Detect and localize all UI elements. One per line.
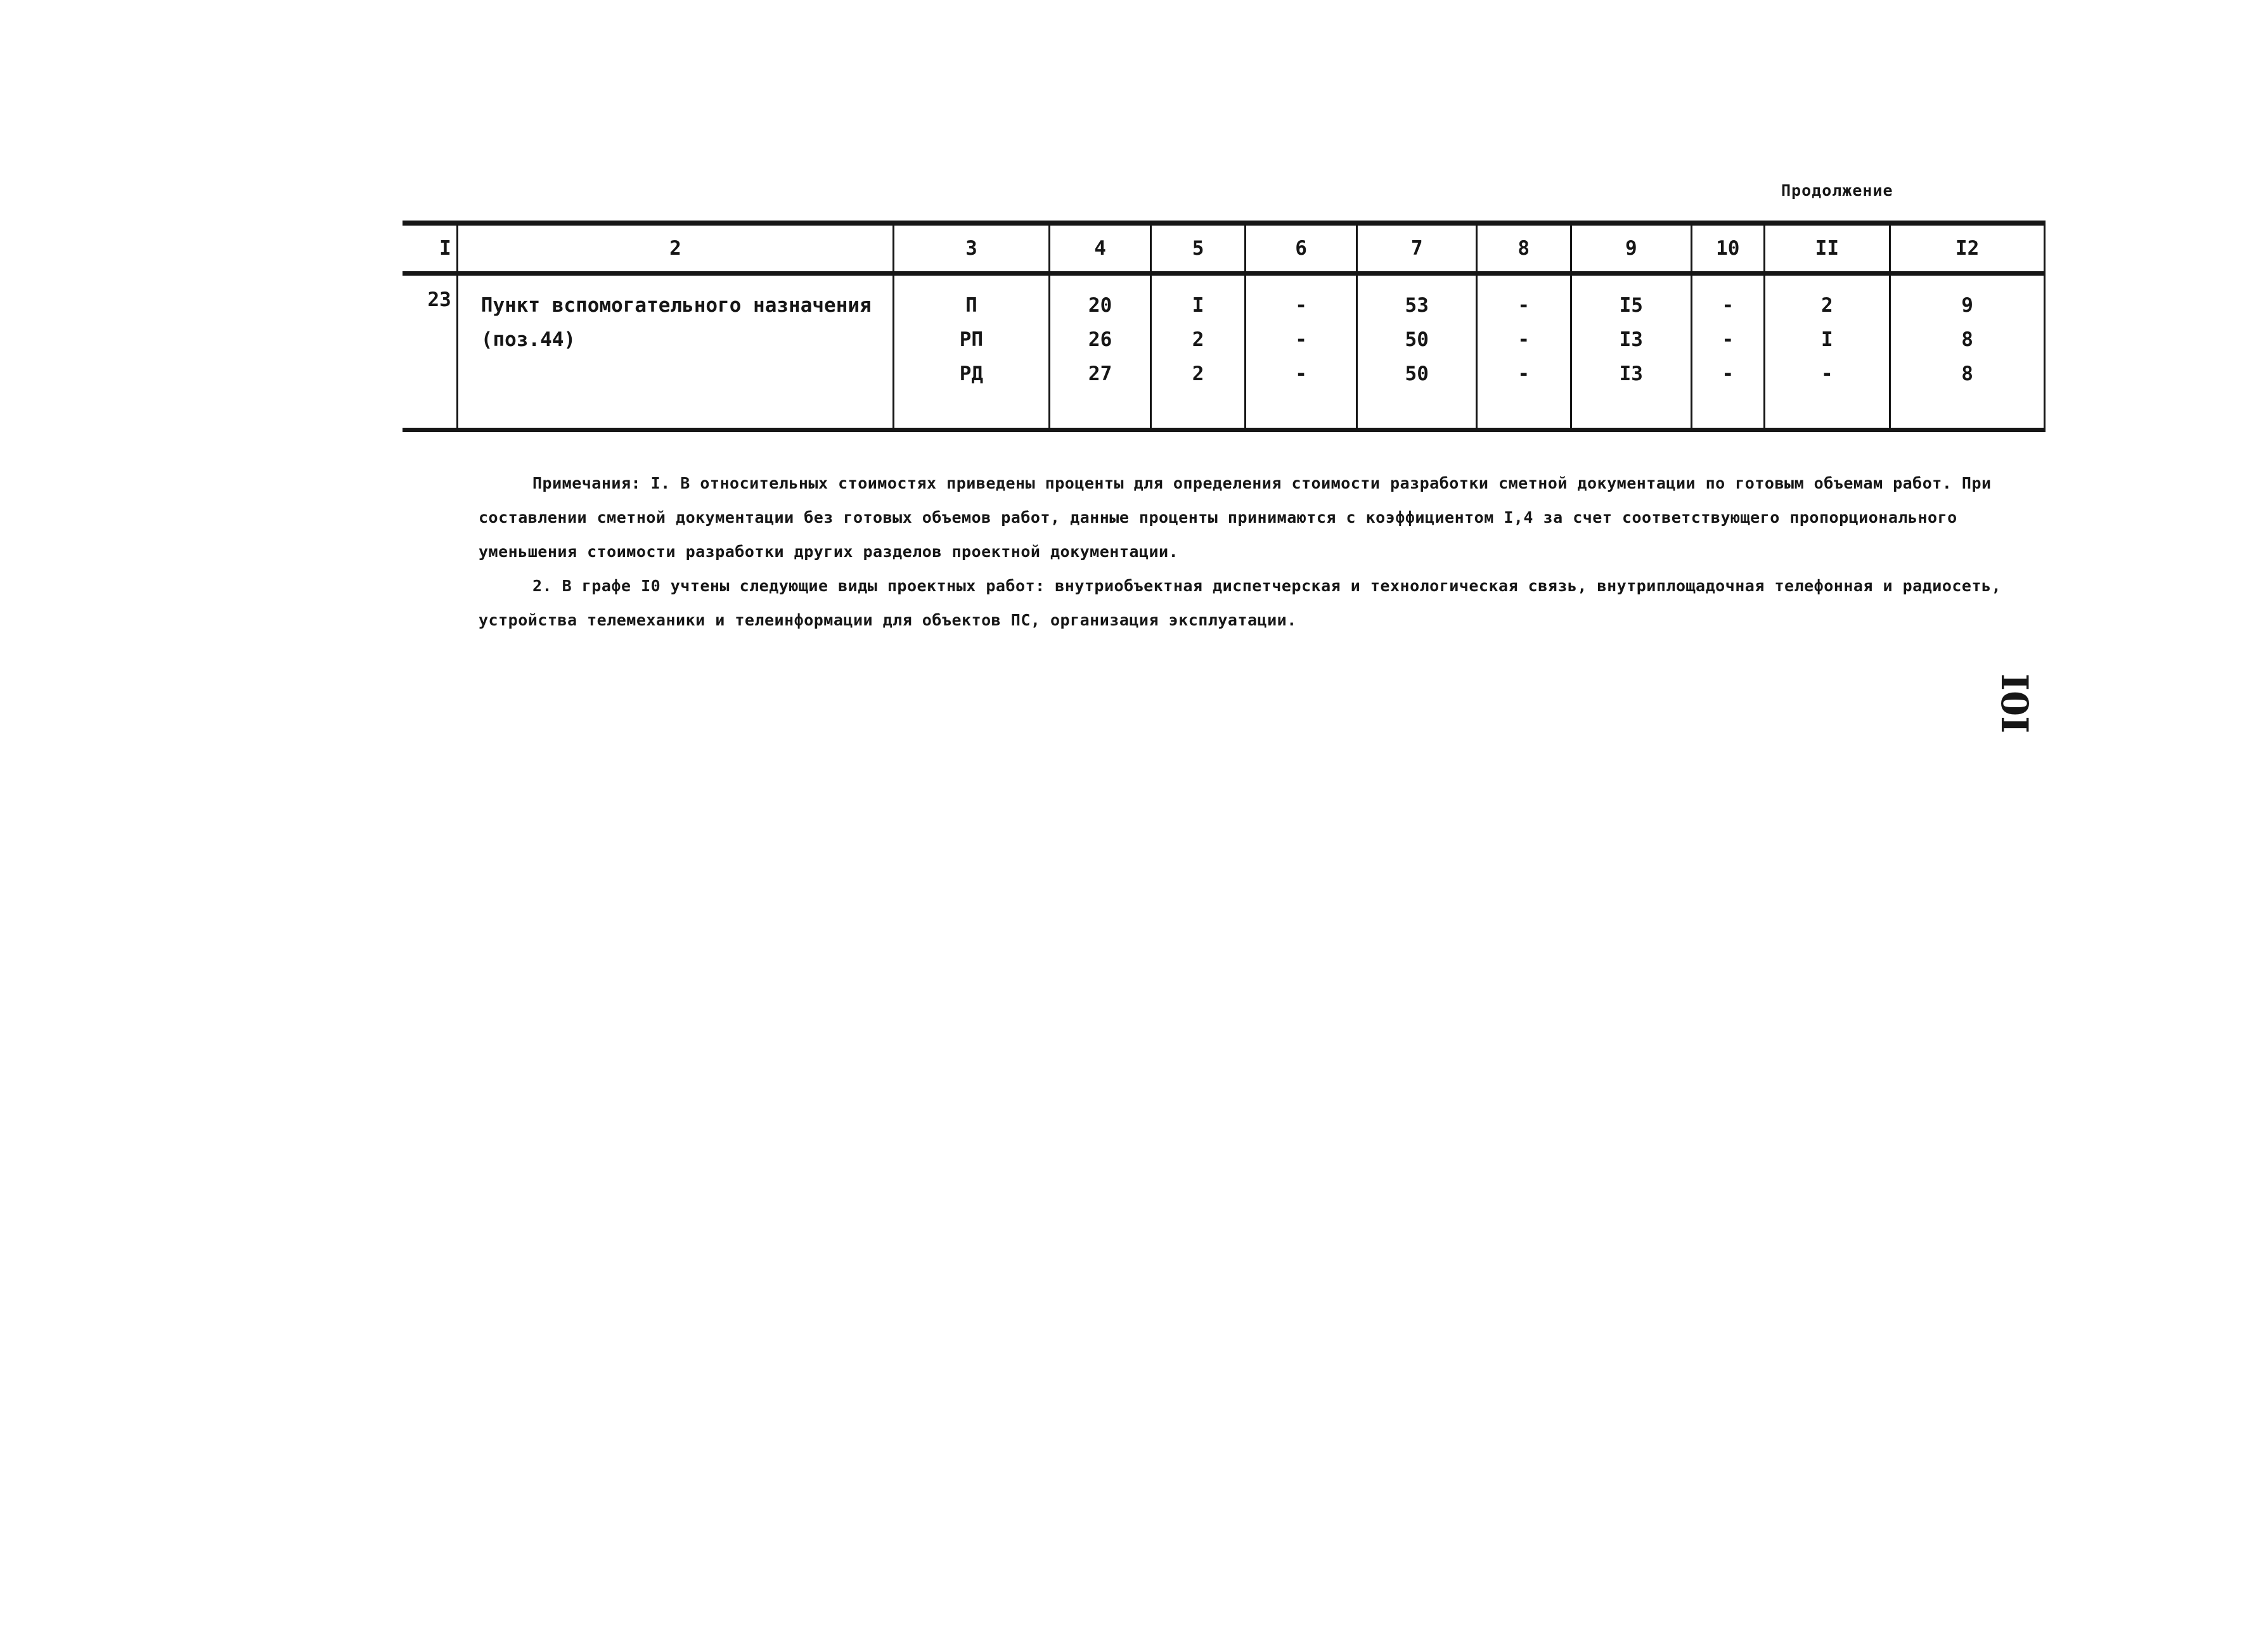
col-header-9: 9: [1571, 223, 1692, 274]
col12-value: 8: [1961, 328, 1973, 351]
col4-cell: [1049, 274, 1151, 430]
col5-value: 2: [1192, 328, 1204, 351]
col7-value: 50: [1405, 328, 1429, 351]
page-number: I0I: [1993, 673, 2036, 734]
col5-value: I: [1192, 294, 1204, 317]
cost-table: [403, 221, 2046, 420]
col9-value: I3: [1619, 328, 1643, 351]
notes-block: [479, 466, 2013, 637]
col10-value: -: [1722, 362, 1734, 385]
note-2: 2. В графе I0 учтены следующие виды проектных работ: внутриобъектная диспетчерская и технологическая связь, внутриплощадочная телефонная и радиосеть, устройства телемеханики и телеинформации для объектов ПС, организация эксплуатации.: [479, 577, 2002, 629]
col7-value: 53: [1405, 294, 1429, 317]
cost-table-grid: [403, 221, 2046, 432]
col-header-2: 2: [457, 223, 893, 274]
col-header-11: II: [1764, 223, 1890, 274]
col8-cell: [1477, 274, 1571, 430]
col-header-8: 8: [1477, 223, 1571, 274]
col10-value: -: [1722, 328, 1734, 351]
table-row: [403, 274, 2045, 430]
row-number: 23: [403, 274, 457, 430]
col9-value: I3: [1619, 362, 1643, 385]
col5-value: 2: [1192, 362, 1204, 385]
col10-value: -: [1722, 294, 1734, 317]
col7-cell: [1357, 274, 1477, 430]
col11-value: -: [1820, 362, 1833, 385]
row-name-line-2: (поз.44): [480, 328, 576, 351]
col10-cell: [1692, 274, 1764, 430]
col6-value: -: [1295, 362, 1307, 385]
col12-value: 9: [1961, 294, 1973, 317]
note-1: Примечания: I. В относительных стоимостях приведены проценты для определения стоимости разработки сметной документации по готовым объемам работ. При составлении сметной документации без готовых объемов работ, данные проценты принимаются с коэффициентом I,4 за счет соответствующего пропорционального уменьшения стоимости разработки других разделов проектной документации.: [479, 474, 1992, 561]
row-name-line-1: Пункт вспомогательного назначения: [480, 294, 872, 317]
col-header-12: I2: [1890, 223, 2045, 274]
col-header-3: 3: [894, 223, 1050, 274]
col-header-10: 10: [1692, 223, 1764, 274]
continuation-label: Продолжение: [1781, 181, 1893, 200]
header-row: [403, 223, 2045, 274]
col6-value: -: [1295, 294, 1307, 317]
stage-rp: РП: [959, 328, 984, 351]
col-header-7: 7: [1357, 223, 1477, 274]
col9-cell: [1571, 274, 1692, 430]
col8-value: -: [1517, 328, 1530, 351]
col6-cell: [1245, 274, 1357, 430]
col8-value: -: [1517, 294, 1530, 317]
stage-rd: РД: [959, 362, 984, 385]
col9-value: I5: [1619, 294, 1643, 317]
col5-cell: [1151, 274, 1245, 430]
col4-value: 26: [1088, 328, 1112, 351]
col11-value: 2: [1820, 294, 1833, 317]
stage-cell: [894, 274, 1050, 430]
col11-cell: [1764, 274, 1890, 430]
col6-value: -: [1295, 328, 1307, 351]
col8-value: -: [1517, 362, 1530, 385]
col-header-1: I: [403, 223, 457, 274]
col12-cell: [1890, 274, 2045, 430]
col-header-6: 6: [1245, 223, 1357, 274]
row-name: [457, 274, 893, 430]
col12-value: 8: [1961, 362, 1973, 385]
col4-value: 27: [1088, 362, 1112, 385]
col-header-4: 4: [1049, 223, 1151, 274]
col11-value: I: [1820, 328, 1833, 351]
col7-value: 50: [1405, 362, 1429, 385]
stage-p: П: [965, 294, 977, 317]
col4-value: 20: [1088, 294, 1112, 317]
col-header-5: 5: [1151, 223, 1245, 274]
